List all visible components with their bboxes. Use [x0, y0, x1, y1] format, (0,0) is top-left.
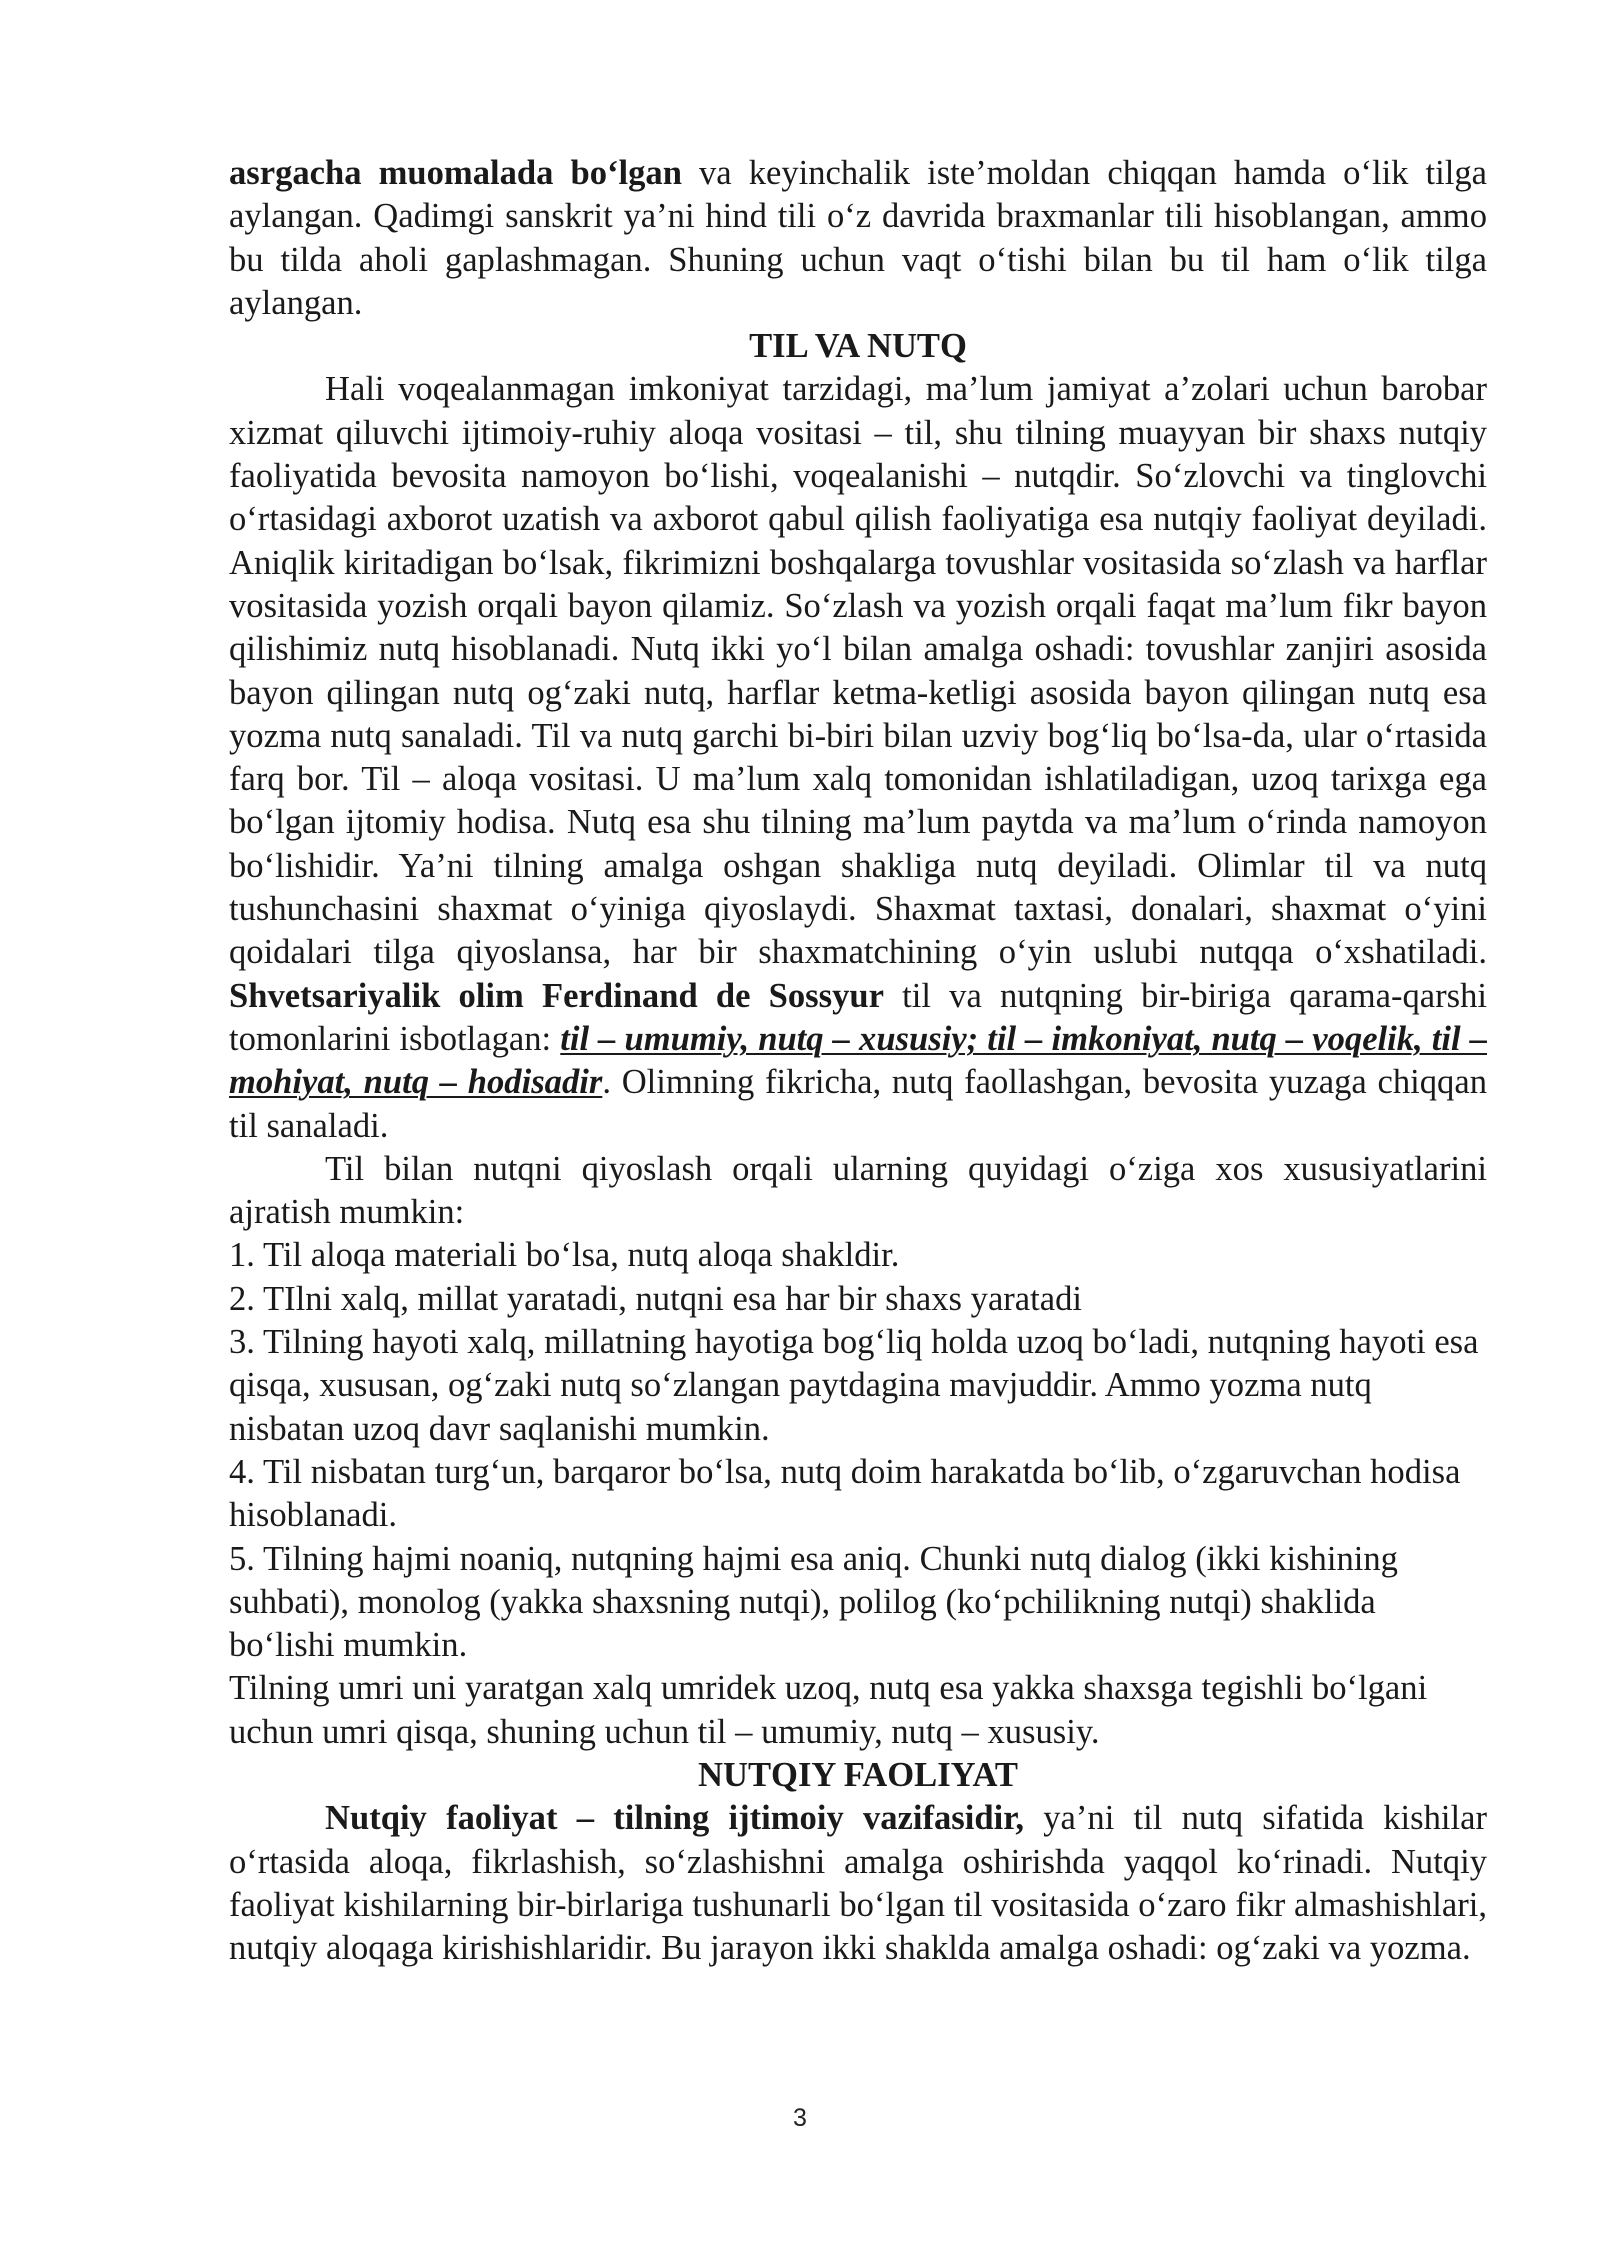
sossyur-definition-underlined: til – umumiy, nutq – xususiy; til – imkoniyat, nutq – voqelik, til – mohiyat, nutq – hodisadir [229, 1019, 1487, 1102]
closing-paragraph: Tilning umri uni yaratgan xalq umridek uzoq, nutq esa yakka shaxsga tegishli bo‘lgani uchun umri qisqa, shuning uchun til – umumiy, nutq – xususiy. [229, 1669, 1428, 1751]
section-heading-til-va-nutq: TIL VA NUTQ [749, 327, 967, 366]
list-item-4: 4. Til nisbatan turg‘un, barqaror bo‘lsa, nutq doim harakatda bo‘lib, o‘zgaruvchan hodisa hisoblanadi. [229, 1452, 1461, 1535]
list-item-2: 2. TIlni xalq, millat yaratadi, nutqni esa har bir shaxs yaratadi [229, 1279, 1083, 1318]
paragraph-text: ya’ni til nutq sifatida kishilar o‘rtasida aloqa, fikrlashish, so‘zlashishni amalga oshirishda yaqqol ko‘rinadi. Nutqiy faoliyat kishilarning bir-birlariga tushunarli bo‘lgan til vositasida o‘zaro fikr almashishlari, nutqiy aloqaga kirishishlaridir. Bu jarayon ikki shaklda amalga oshadi: og‘zaki va yozma. [229, 1799, 1487, 1968]
list-item-1: 1. Til aloqa materiali bo‘lsa, nutq aloqa shakldir. [229, 1236, 900, 1275]
paragraph-text: Hali voqealanmagan imkoniyat tarzidagi, ma’lum jamiyat a’zolari uchun barobar xizmat qiluvchi ijtimoiy-ruhiy aloqa vositasi – til, shu tilning muayyan bir shaxs nutqiy faoliyatida bevosita namoyon bo‘lishi, voqealanishi – nutqdir. So‘zlovchi va tinglovchi o‘rtasidagi axborot uzatish va axborot qabul qilish faoliyatiga esa nutqiy faoliyat deyiladi. Aniqlik kiritadigan bo‘lsak, fikrimizni boshqalarga tovushlar vositasida so‘zlash va harflar vositasida yozish orqali bayon qilamiz. So‘zlash va yozish orqali faqat ma’lum fikr bayon qilishimiz nutq hisoblanadi. Nutq ikki yo‘l bilan amalga oshadi: tovushlar zanjiri asosida bayon qilingan nutq og‘zaki nutq, harflar ketma-ketligi asosida bayon qilingan nutq esa yozma nutq sanaladi. Til va nutq garchi bi-biri bilan uzviy bog‘liq bo‘lsa-da, ular o‘rtasida farq bor. Til – aloqa vositasi. U ma’lum xalq tomonidan ishlatiladigan, uzoq tarixga ega bo‘lgan ijtomiy hodisa. Nutq esa shu tilning ma’lum paytda va ma’lum o‘rinda namoyon bo‘lishidir. Ya’ni tilning amalga oshgan shakliga nutq deyiladi. Olimlar til va nutq tushunchasini shaxmat o‘yiniga qiyoslaydi. Shaxmat taxtasi, donalari, shaxmat o‘yini qoidalari tilga qiyoslansa, har bir shaxmatchining o‘yin uslubi nutqqa o‘xshatiladi. [229, 370, 1487, 972]
intro-paragraph [229, 152, 1487, 325]
intro-text: va keyinchalik iste’moldan chiqqan hamda o‘lik tilga aylangan. Qadimgi sanskrit ya’ni hind tili o‘z davrida braxmanlar tili hisoblangan, ammo bu tilda aholi gaplashmagan. Shuning uchun vaqt o‘tishi bilan bu til ham o‘lik tilga aylangan. [229, 154, 1487, 322]
document-page [229, 152, 1487, 1970]
sossyur-bold-phrase: Shvetsariyalik olim Ferdinand de Sossyur [229, 976, 884, 1015]
nutqiy-faoliyat-paragraph [229, 1797, 1487, 1970]
paragraph-text-end: . Olimning fikricha, nutq faollashgan, bevosita yuzaga chiqqan til sanaladi. [229, 1063, 1487, 1145]
comparison-intro-paragraph: Til bilan nutqni qiyoslash orqali ularning quyidagi o‘ziga xos xususiyatlarini ajratish mumkin: [229, 1149, 1487, 1232]
paragraph-text-mid: til va nutqning bir-biriga qarama-qarshi tomonlarini isbotlagan: [229, 976, 1487, 1058]
list-item-3: 3. Tilning hayoti xalq, millatning hayotiga bog‘liq holda uzoq bo‘ladi, nutqning hayoti esa qisqa, xususan, og‘zaki nutq so‘zlangan paytdagina mavjuddir. Ammo yozma nutq nisbatan uzoq davr saqlanishi mumkin. [229, 1323, 1479, 1448]
list-item-5: 5. Tilning hajmi noaniq, nutqning hajmi esa aniq. Chunki nutq dialog (ikki kishining suhbati), monolog (yakka shaxsning nutqi), polilog (ko‘pchilikning nutqi) shaklida bo‘lishi mumkin. [229, 1539, 1398, 1665]
intro-bold-phrase: asrgacha muomalada bo‘lgan [229, 154, 682, 192]
til-va-nutq-paragraph [229, 368, 1487, 1147]
page-number: 3 [793, 2104, 807, 2132]
section-heading-nutqiy-faoliyat: NUTQIY FAOLIYAT [698, 1755, 1018, 1794]
nutqiy-faoliyat-bold-phrase: Nutqiy faoliyat – tilning ijtimoiy vazifasidir, [325, 1799, 1025, 1838]
